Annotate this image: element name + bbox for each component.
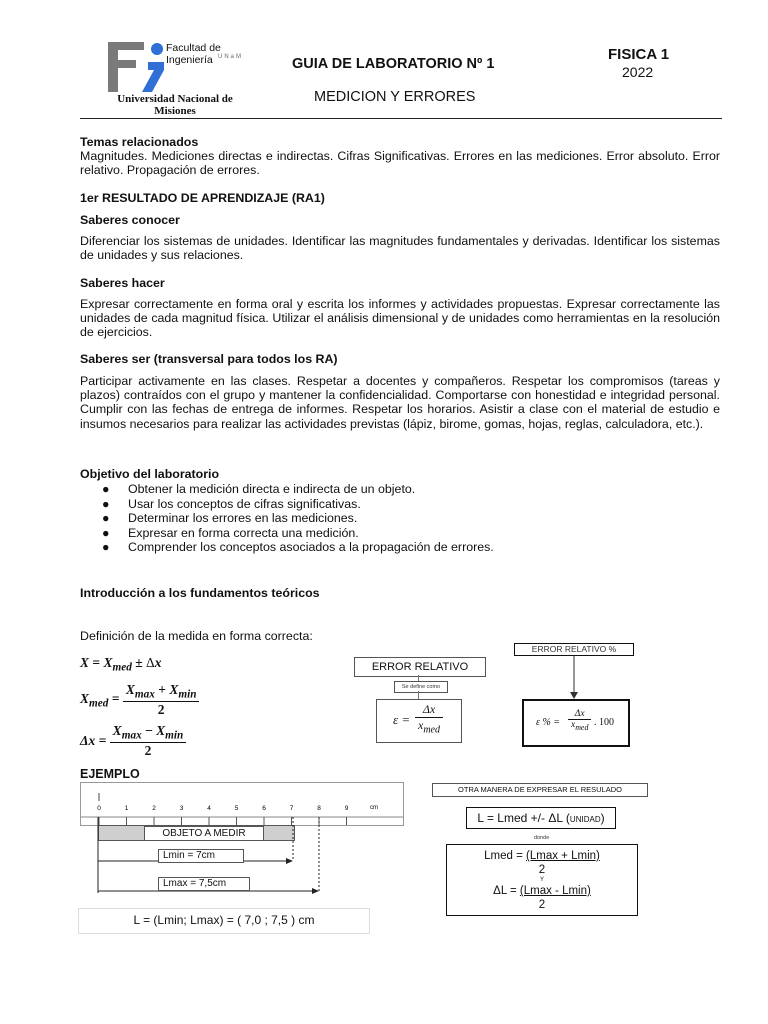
header-divider (80, 118, 722, 119)
faculty-logo-icon (106, 40, 166, 94)
ser-heading: Saberes ser (transversal para todos los RA) (80, 352, 338, 366)
list-item: ● Determinar los errores en las mediciones. (102, 511, 358, 526)
defined-as-box (394, 681, 448, 693)
formula-x: $X = X_{med} \pm \Delta x$ (80, 655, 162, 674)
ruler-tick-label: 1 (124, 805, 129, 812)
example-result-box (78, 908, 370, 934)
example-result: L = (Lmin; Lmax) = ( 7,0 ; 7,5 ) cm (133, 913, 315, 927)
intro-heading: Introducción a los fundamentos teóricos (80, 586, 320, 600)
objetivo-heading: Objetivo del laboratorio (80, 467, 220, 481)
faculty-logo (100, 38, 270, 118)
error-percent-title-box (514, 643, 634, 656)
relative-error-formula-box (376, 699, 462, 743)
ruler-tick-label: 4 (207, 805, 211, 812)
list-item: ● Obtener la medición directa e indirecta de un objeto. (102, 482, 416, 496)
logo-brand-text: Facultad de Ingeniería (166, 42, 221, 66)
lmed-formula: Lmed = (Lmax + Lmin) (484, 850, 600, 862)
list-item: ● Comprender los conceptos asociados a la propagación de errores. (102, 540, 494, 555)
list-item: ● Expresar en forma correcta una medición. (102, 525, 359, 540)
ruler-unit-label: cm (370, 805, 378, 811)
ruler-tick-label: 0 (97, 805, 101, 812)
epsilon-percent-label: ε % = (536, 717, 561, 728)
error-relativo-title-box (354, 657, 486, 677)
percent-error-fraction: Δx $x_{med}$ (568, 709, 591, 732)
relative-error-fraction: Δx $x_{med}$ (415, 702, 443, 735)
times-100-label: . 100 (594, 717, 614, 728)
connector-line (418, 691, 419, 699)
conocer-text: Diferenciar los sistemas de unidades. Identificar las magnitudes fundamentales y derivadas. Identificar los sistemas de unidades y sus relaciones. (80, 234, 720, 263)
guide-title: GUIA DE LABORATORIO Nº 1 (292, 56, 495, 72)
lmin-label: Lmin = 7cm (163, 850, 215, 861)
ruler-tick-label: 9 (344, 805, 349, 812)
alt-title-box (432, 783, 648, 797)
temas-heading: Temas relacionados (80, 135, 199, 149)
ruler-tick-label: 5 (234, 805, 239, 812)
lmed-denominator: 2 (538, 864, 546, 876)
ruler-tick-label: 8 (317, 805, 321, 812)
delta-l-denominator: 2 (538, 899, 546, 911)
object-label: OBJETO A MEDIR (162, 828, 246, 839)
ruler-tick-label: 6 (262, 805, 266, 812)
donde-label: donde (534, 835, 550, 841)
temas-section (80, 135, 720, 178)
lmax-box (158, 877, 250, 891)
alt-expression-box (466, 807, 616, 829)
list-item: ● Usar los conceptos de cifras significativas. (102, 496, 361, 511)
ra-heading: 1er RESULTADO DE APRENDIZAJE (RA1) (80, 191, 325, 205)
conocer-heading: Saberes conocer (80, 213, 180, 227)
formula-xmed: $X_{med}$ = $\frac{X_{max} + X_{min}}{2}$ (80, 682, 199, 718)
ruler-tick-label: 7 (289, 805, 294, 812)
temas-text: Magnitudes. Mediciones directas e indirectas. Cifras Significativas. Errores en las mediciones. Error absoluto. Error relativo. Propagación de errores. (80, 149, 720, 178)
objetivos-list (80, 482, 720, 555)
defined-as-label: Se define como (401, 684, 441, 690)
ejemplo-heading: EJEMPLO (80, 767, 140, 781)
error-relativo-title: ERROR RELATIVO (371, 661, 469, 673)
hacer-text: Expresar correctamente en forma oral y escrita los informes y actividades propuestas. Expresar correctamente las unidades de cada magnitud física. Utilizar el análisis dimensional y de unidades como herramientas en la resolución de ejercicios. (80, 297, 720, 340)
alt-formulas-box (446, 844, 638, 916)
ruler-tick-label: 3 (179, 805, 184, 812)
guide-subtitle: MEDICION Y ERRORES (314, 89, 476, 105)
alt-title: OTRA MANERA DE EXPRESAR EL RESULADO (458, 785, 622, 794)
university-name: Universidad Nacional de Misiones (117, 93, 233, 117)
arrow-down-icon (566, 656, 582, 700)
lmin-box (158, 849, 244, 863)
course-name: FISICA 1 (608, 46, 670, 63)
course-year: 2022 (622, 64, 654, 80)
ser-text: Participar activamente en las clases. Respetar a docentes y compañeros. Respetar los compromisos (tareas y plazos) contraídos con el grupo y mantener la confidencialidad. Comportarse con honestidad e integridad personal. Cumplir con las fechas de entrega de informes. Respetar los horarios. Asistir a clase con el material de estudio e insumos necesarios para realizar las actividades previstas (lápiz, birome, gomas, hojas, reglas, calculadora, etc.). (80, 374, 720, 431)
logo-sub-text: UNaM (218, 54, 244, 60)
error-percent-title: ERROR RELATIVO % (531, 644, 617, 654)
formula-dx: Δx = $\frac{X_{max} - X_{min}}{2}$ (80, 723, 186, 759)
alt-expression: L = Lmed +/- ΔL (UNIDAD) (477, 811, 605, 825)
and-label: Y (539, 877, 544, 883)
delta-l-formula: ΔL = (Lmax - Lmin) (493, 885, 591, 897)
definicion-text: Definición de la medida en forma correcta: (80, 629, 313, 643)
hacer-heading: Saberes hacer (80, 276, 165, 290)
percent-error-formula-box (522, 699, 630, 747)
epsilon-label: ε = (393, 712, 411, 727)
lmax-label: Lmax = 7,5cm (163, 878, 227, 889)
ruler-tick-label: 2 (152, 805, 156, 812)
